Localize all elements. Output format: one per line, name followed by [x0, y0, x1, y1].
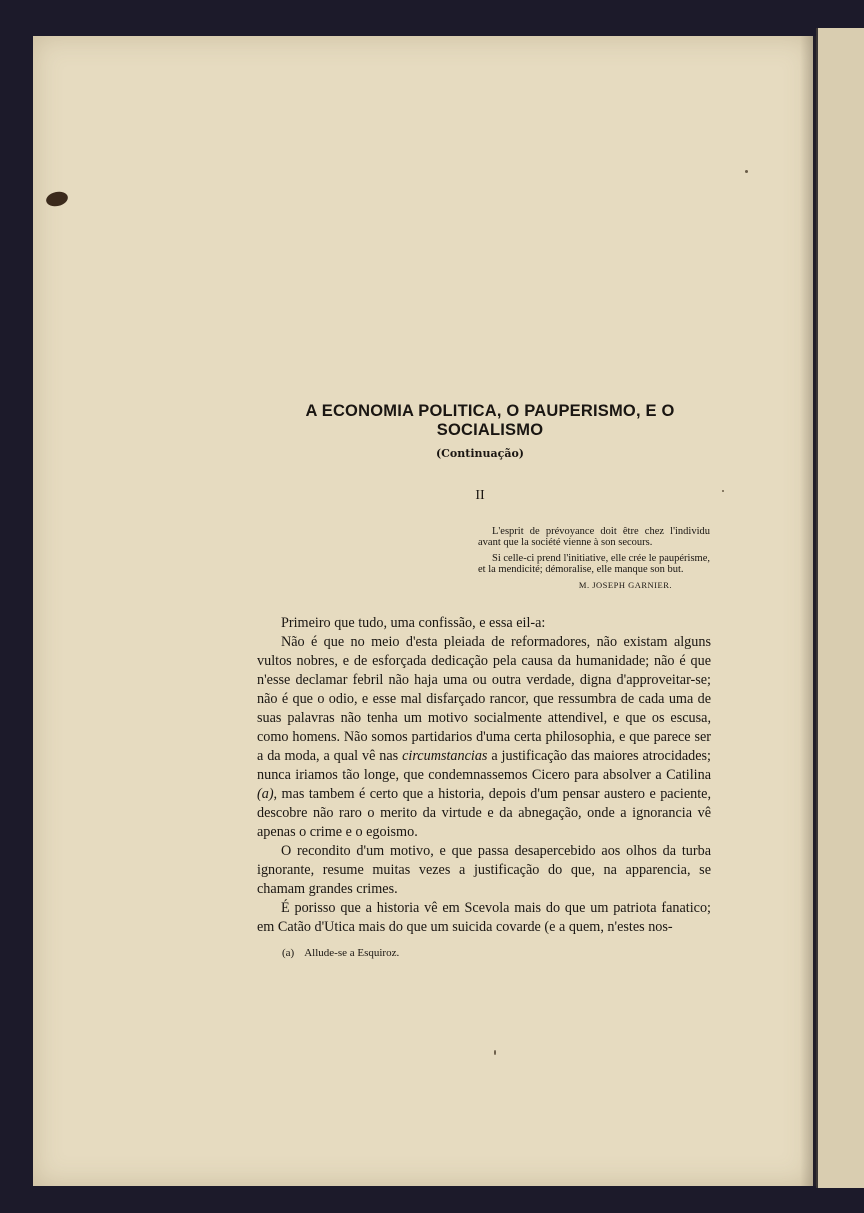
paper-speck [494, 1050, 496, 1055]
paragraph-2 [257, 633, 711, 842]
footnote [282, 947, 702, 959]
paragraph-2-text-a: Não é que no meio d'esta pleiada de reformadores, não existam alguns vultos nobres, e de esforçada dedicação pela causa da humanidade; não é que n'esse declamar febril não haja uma ou outra verdade, digna d'approveitar-se; não é que o odio, e esse mal disfarçado rancor, que ressumbra de cada uma de suas palavras não tenha um motivo socialmente attendivel, e que os escusa, como homens. Não somos partidarios d'uma certa philosophia, e que parece ser a da moda, a qual vê nas [257, 634, 711, 764]
paragraph-2-italic: circumstancias [402, 748, 488, 764]
footnote-text: Allude-se a Esquiroz. [304, 947, 400, 959]
article-body [257, 614, 711, 937]
footnote-reference: (a) [257, 786, 274, 802]
paper-speck [722, 490, 724, 492]
epigraph-line-1: L'esprit de prévoyance doit être chez l'individu avant que la société vienne à son secours. [478, 526, 710, 548]
footnote-mark: (a) [282, 947, 295, 959]
paragraph-2-text-c: , mas tambem é certo que a historia, depois d'um pensar austero e paciente, descobre não raro o merito da virtude e da abnegação, onde a ignorancia vê apenas o crime e o egoismo. [257, 786, 711, 840]
section-number: II [475, 488, 485, 503]
facing-page-edge [816, 28, 864, 1188]
article-title: A ECONOMIA POLITICA, O PAUPERISMO, E O SOCIALISMO [305, 402, 675, 439]
article-subtitle: (Continuação) [435, 447, 525, 460]
epigraph-author: M. JOSEPH GARNIER. [578, 580, 672, 590]
paper-speck [745, 170, 748, 173]
epigraph-line-2: Si celle-ci prend l'initiative, elle crée le paupérisme, et la mendicité; démoralise, elle manque son but. [478, 553, 710, 575]
paragraph-4: É porisso que a historia vê em Scevola mais do que um patriota fanatico; em Catão d'Utica mais do que um suicida covarde (e a quem, n'estes nos- [257, 900, 711, 935]
epigraph [478, 526, 710, 596]
paragraph-2-text-b: a justificação das maiores atrocidades; nunca iriamos tão longe, que condemnassemos Cicero para absolver a Catilina [257, 748, 712, 783]
gutter-shadow [800, 36, 816, 1186]
paragraph-1: Primeiro que tudo, uma confissão, e essa eil-a: [281, 615, 546, 631]
paragraph-3: O recondito d'um motivo, e que passa desapercebido aos olhos da turba ignorante, resume muitas vezes a justificação do que, na apparencia, se chamam grandes crimes. [257, 843, 711, 897]
